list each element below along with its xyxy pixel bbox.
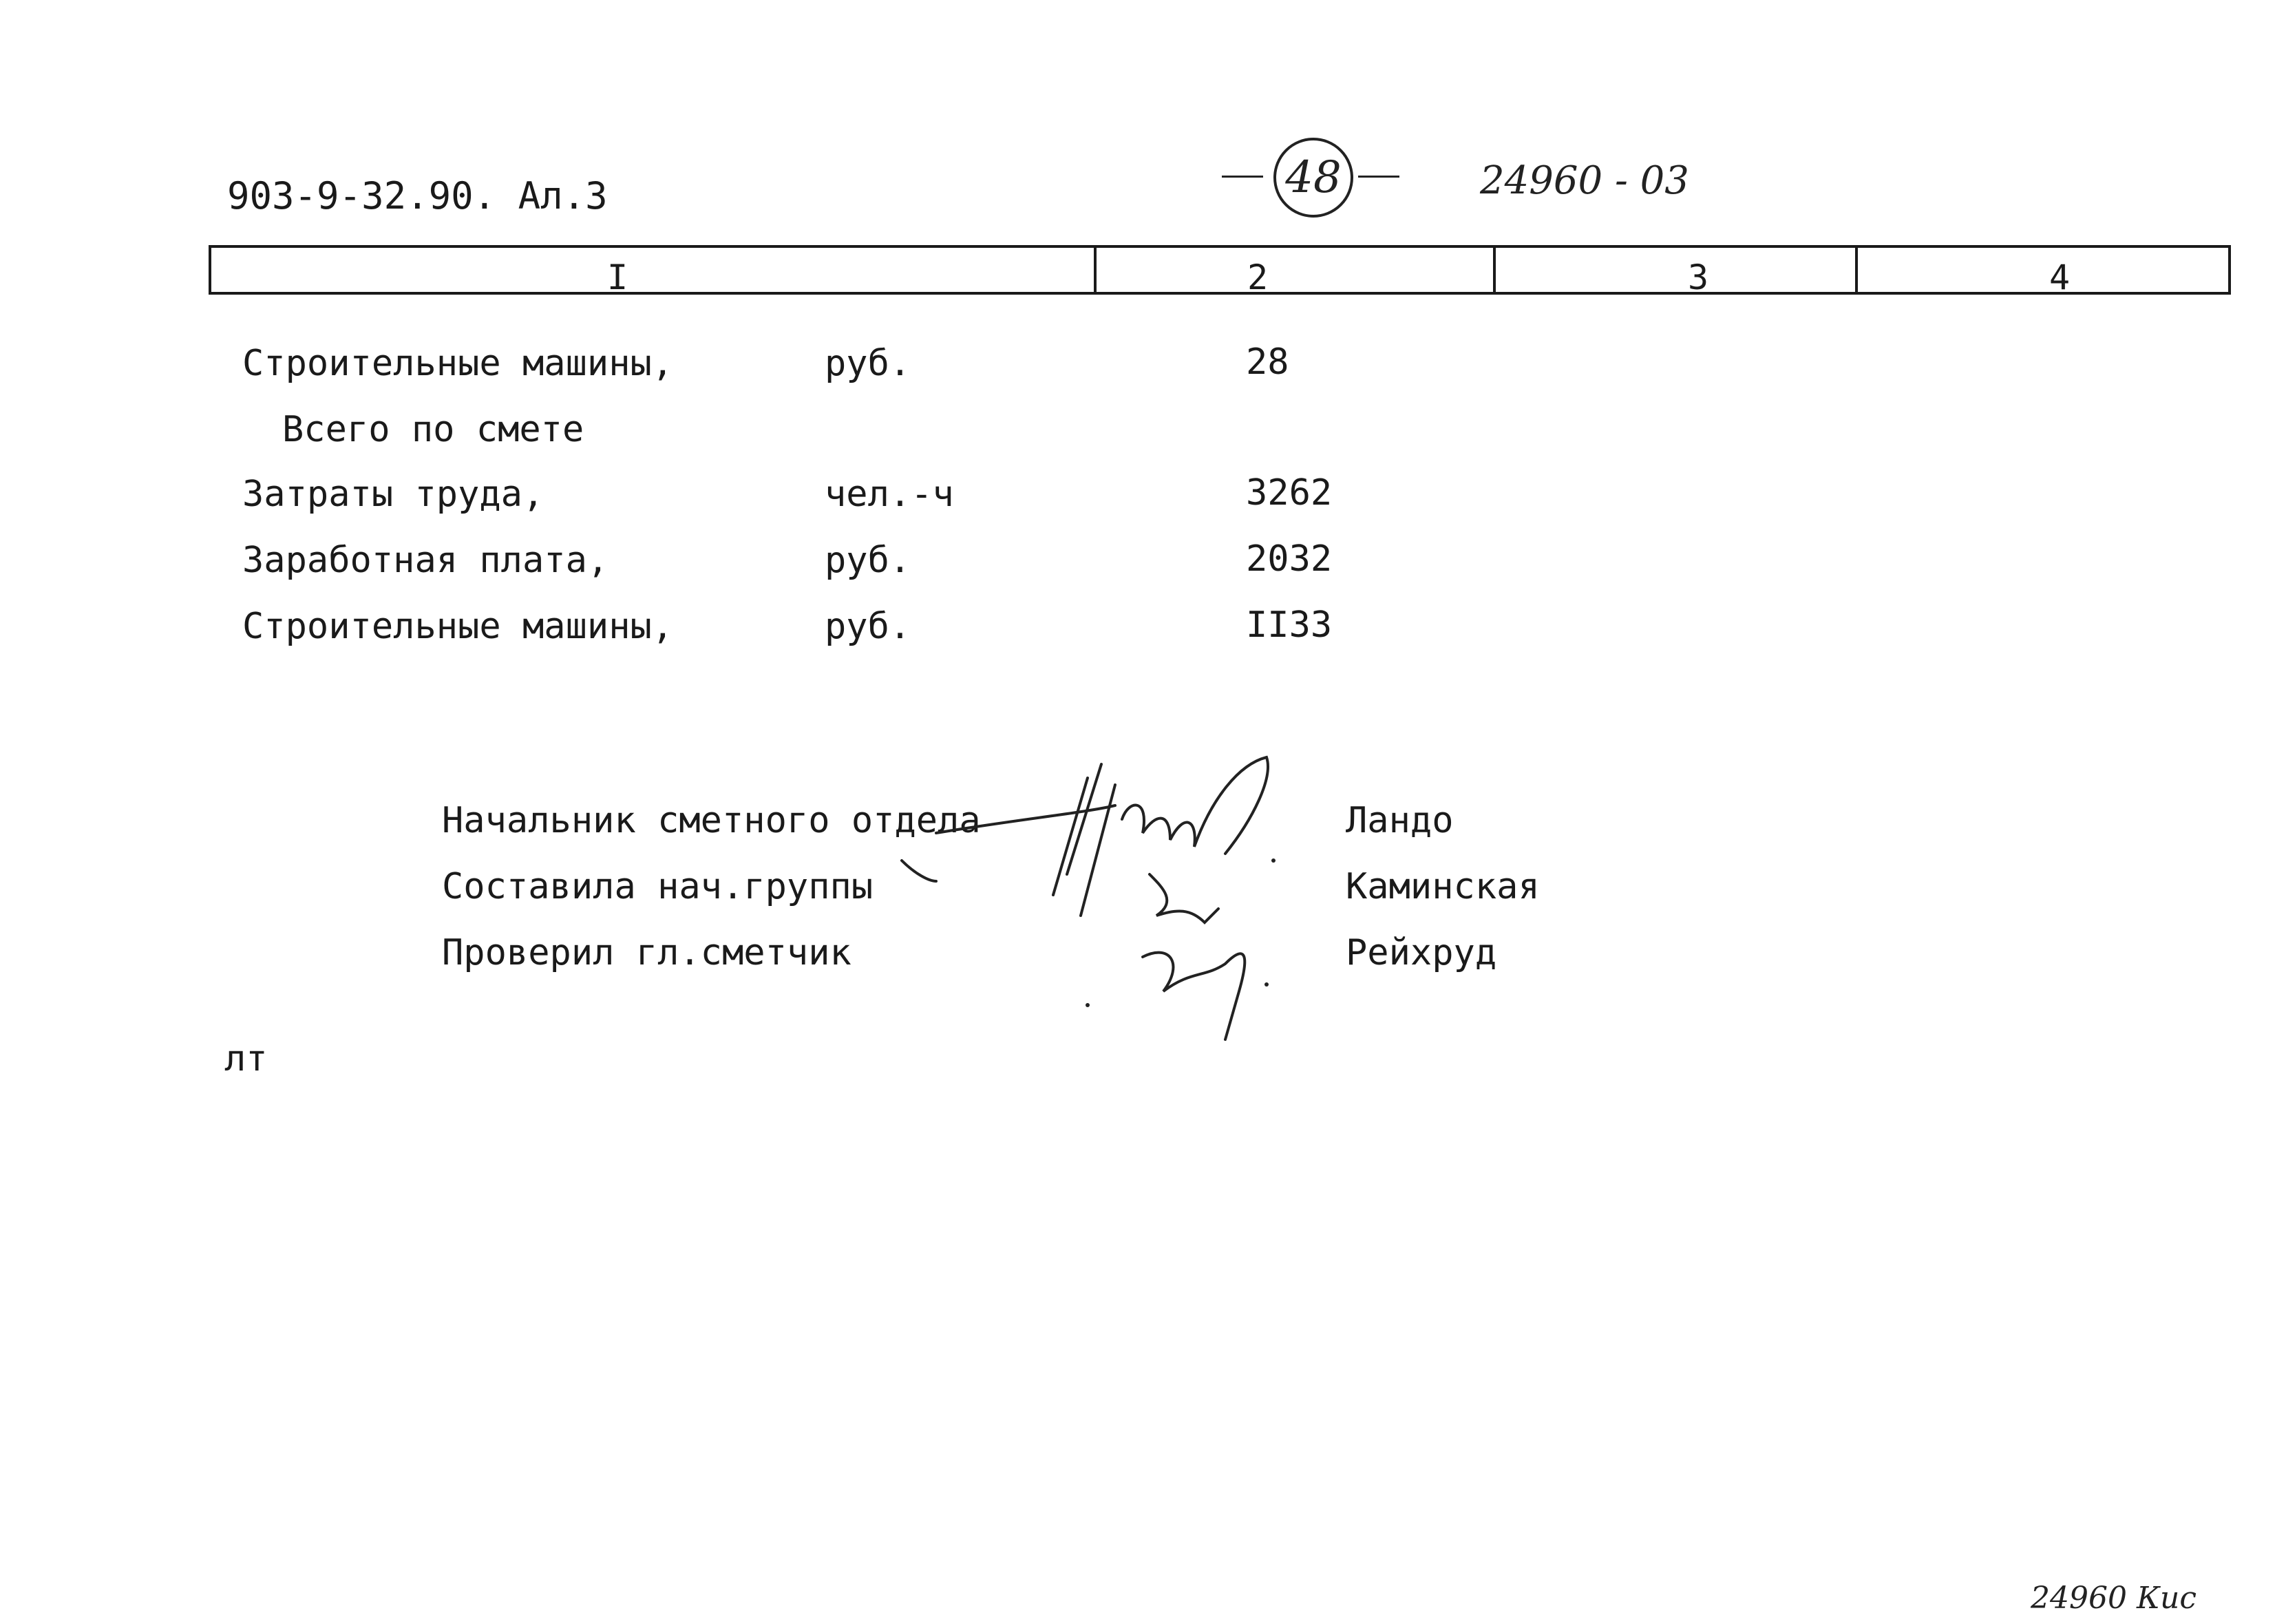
column-header-2: 2 bbox=[1247, 257, 1269, 297]
signature-name: Каминская bbox=[1346, 866, 1540, 907]
column-header-table bbox=[209, 245, 2231, 295]
typist-initials: лт bbox=[224, 1038, 268, 1079]
dash-left bbox=[1222, 176, 1263, 178]
row-value: 3262 bbox=[1246, 472, 1333, 514]
row-unit: руб. bbox=[825, 606, 911, 647]
page-number-mark bbox=[1222, 138, 1401, 220]
row-label: Затраты труда, bbox=[242, 474, 544, 515]
row-value: 2032 bbox=[1246, 538, 1333, 580]
column-divider bbox=[1855, 248, 1858, 292]
row-unit: руб. bbox=[825, 343, 911, 384]
page-number: 48 bbox=[1273, 138, 1353, 218]
corner-stamp: 24960 Кис bbox=[2031, 1581, 2197, 1616]
dash-right bbox=[1358, 176, 1399, 178]
row-label: Строительные машины, bbox=[242, 343, 674, 384]
handwritten-signatures bbox=[881, 737, 1349, 1060]
row-label: Всего по смете bbox=[282, 409, 584, 450]
row-unit: чел.-ч bbox=[825, 474, 954, 515]
column-divider bbox=[1094, 248, 1097, 292]
column-divider bbox=[1493, 248, 1496, 292]
signature-name: Рейхруд bbox=[1346, 932, 1497, 973]
signature-role: Начальник сметного отдела bbox=[442, 800, 981, 841]
signature-role: Составила нач.группы bbox=[442, 866, 874, 907]
signature-name: Ландо bbox=[1346, 800, 1454, 841]
column-header-3: 3 bbox=[1687, 257, 1709, 297]
row-value: II33 bbox=[1246, 604, 1333, 646]
row-label: Заработная плата, bbox=[242, 540, 609, 581]
row-value: 28 bbox=[1246, 341, 1289, 383]
column-header-1: I bbox=[606, 257, 628, 297]
signature-role: Проверил гл.сметчик bbox=[442, 932, 851, 973]
column-header-4: 4 bbox=[2049, 257, 2071, 297]
archive-number: 24960 - 03 bbox=[1480, 158, 1689, 203]
row-label: Строительные машины, bbox=[242, 606, 674, 647]
document-code: 903-9-32.90. Ал.3 bbox=[227, 174, 608, 218]
row-unit: руб. bbox=[825, 540, 911, 581]
